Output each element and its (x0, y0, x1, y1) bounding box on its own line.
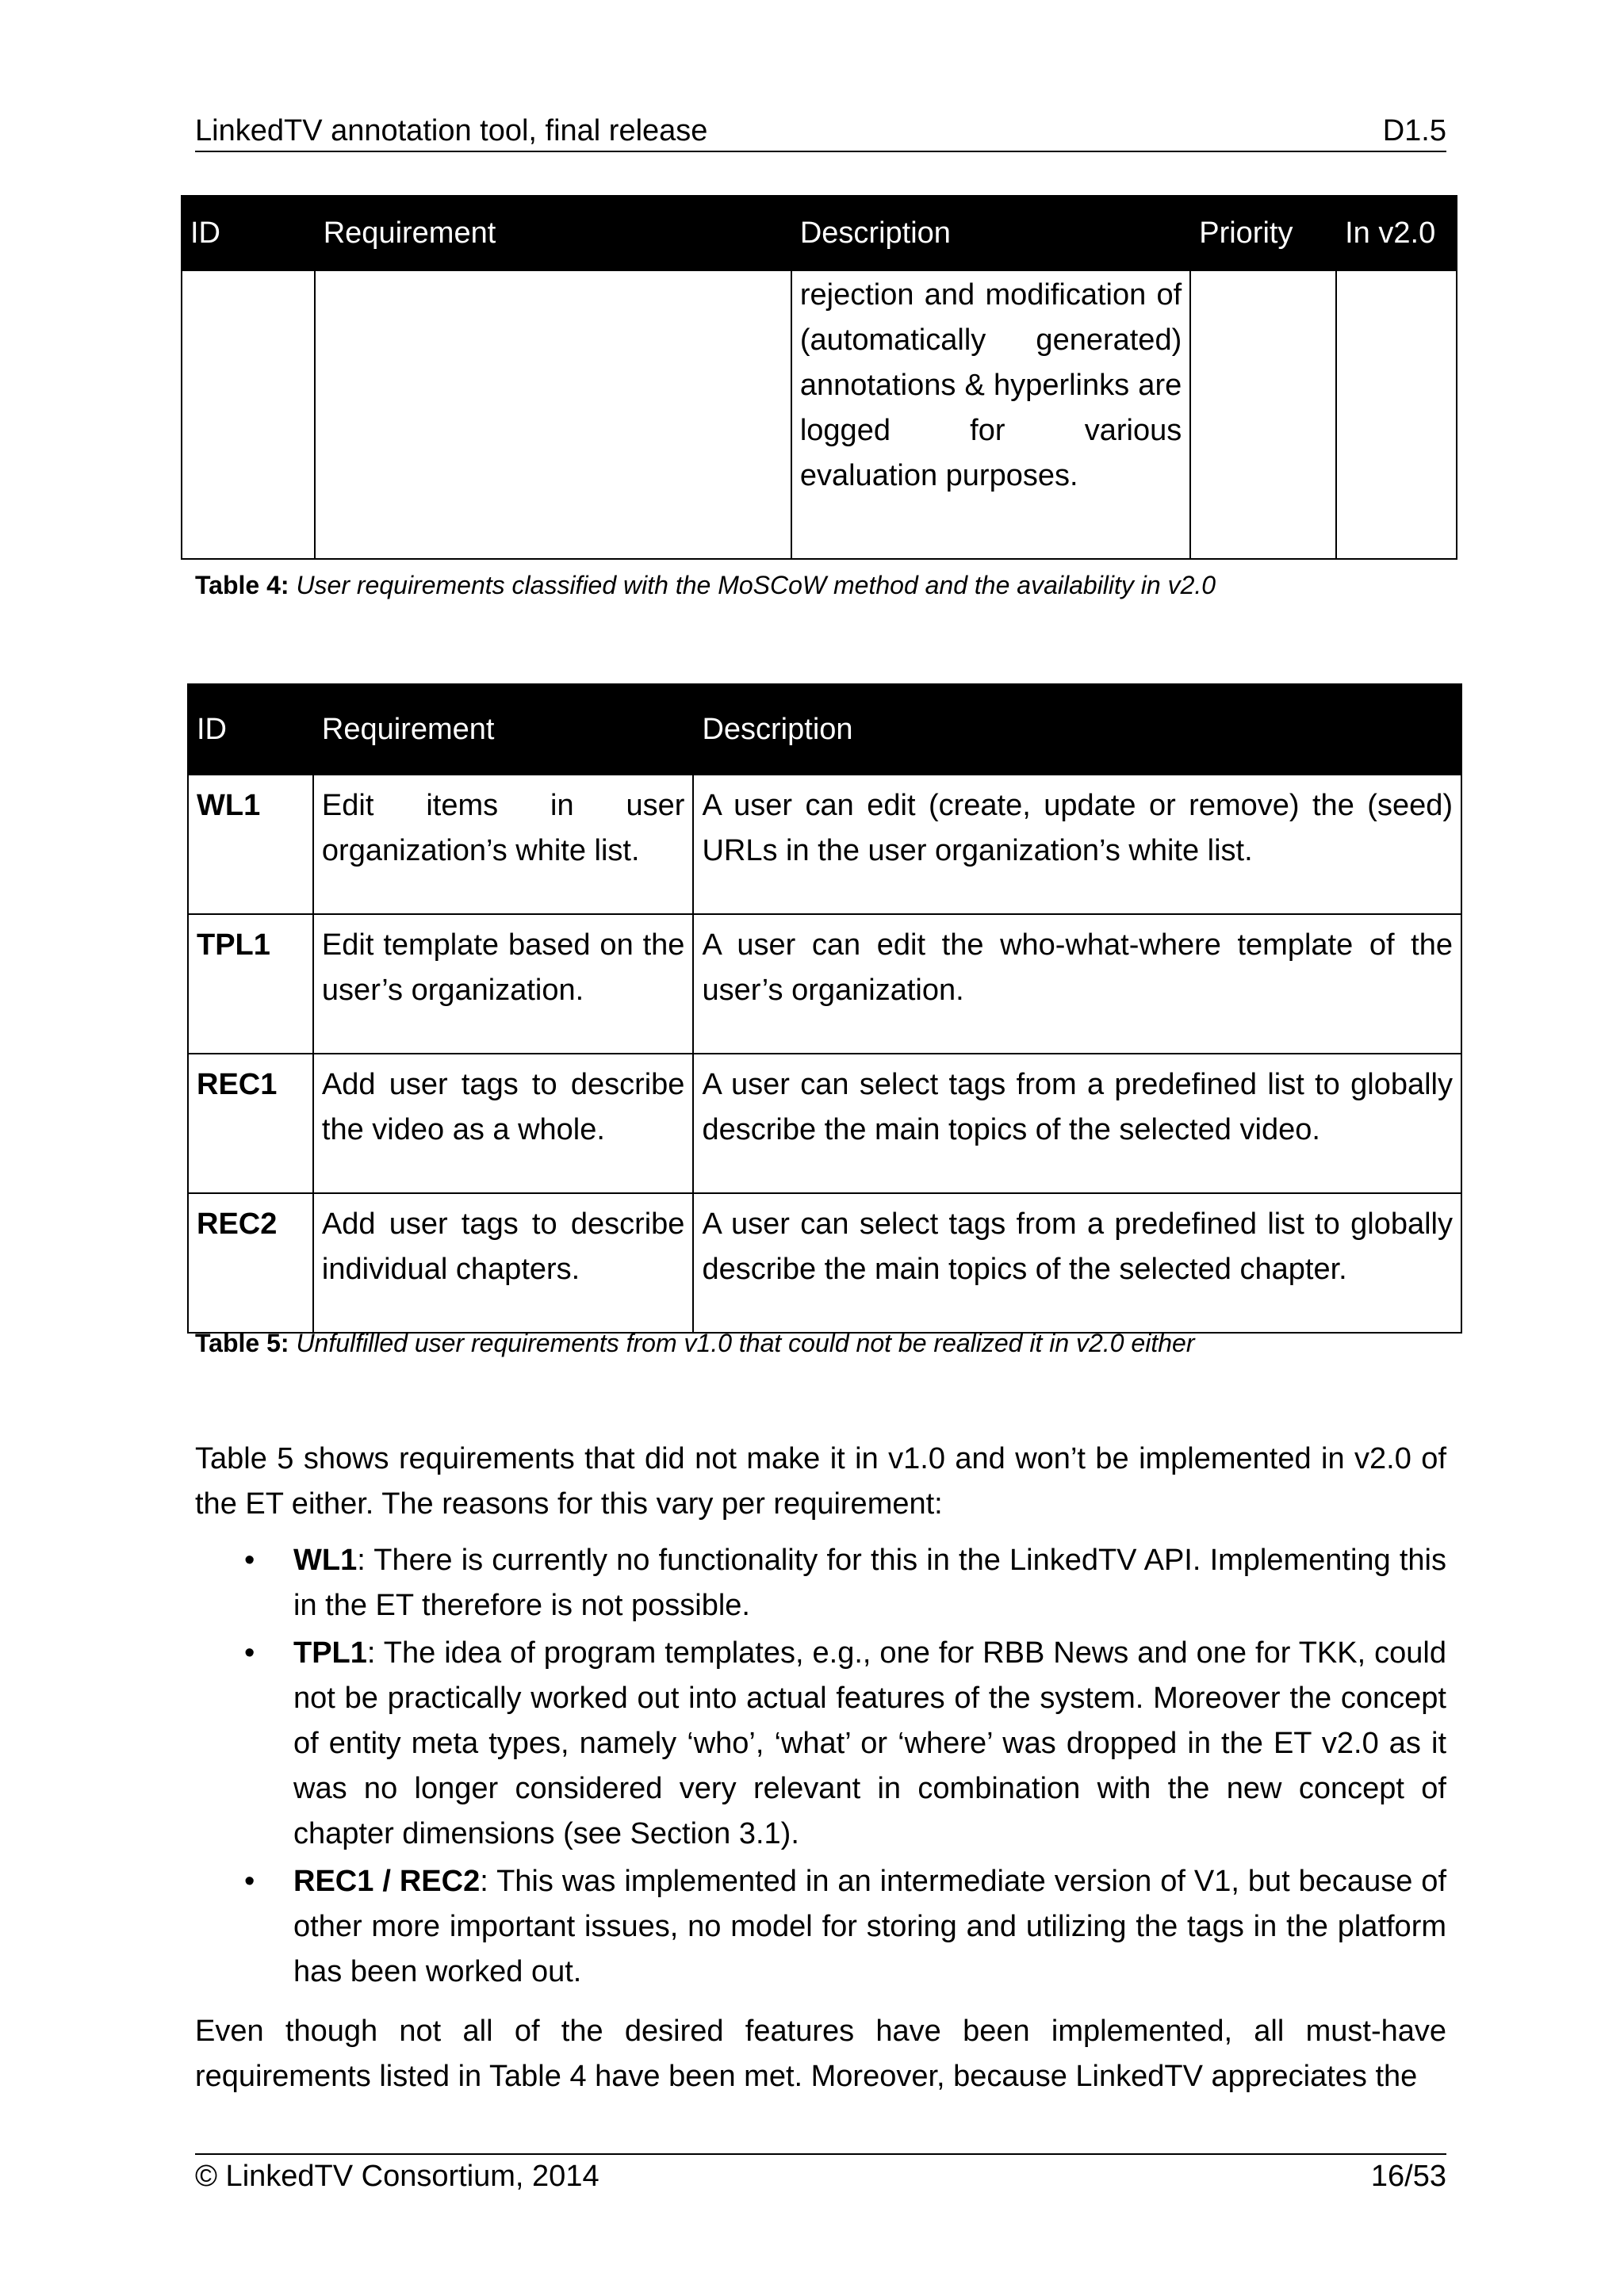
closing-paragraph: Even though not all of the desired features have been implemented, all must-have requirements listed in Table 4 have been met. Moreover, because LinkedTV appreciates the (195, 2015, 1446, 2093)
table-row (188, 914, 1461, 1054)
cell-requirement: Edit template based on the user’s organization. (313, 914, 694, 1054)
caption-text: Unfulfilled user requirements from v1.0 that could not be realized it in v2.0 either (296, 1329, 1195, 1357)
intro-paragraph: Table 5 shows requirements that did not make it in v1.0 and won’t be implemented in v2.0 of the ET either. The reasons for this vary per requirement: (195, 1442, 1446, 1521)
page-number: 16/53 (1370, 2160, 1446, 2193)
cell-id (182, 270, 315, 559)
bullet-term: TPL1 (293, 1636, 367, 1670)
caption-label: Table 5: (195, 1329, 289, 1357)
list-item (195, 1859, 1446, 1995)
cell-description: A user can edit the who-what-where template of the user’s organization. (693, 914, 1461, 1054)
cell-requirement (315, 270, 791, 559)
column-header-description: Description (791, 196, 1190, 270)
table-4 (181, 195, 1457, 560)
list-item (195, 1538, 1446, 1628)
cell-id: WL1 (188, 775, 313, 914)
column-header-requirement: Requirement (315, 196, 791, 270)
bullet-text: : There is currently no functionality for this in the LinkedTV API. Implementing this in the ET therefore is not possible. (293, 1544, 1446, 1622)
cell-in-v2 (1336, 270, 1457, 559)
cell-id: REC2 (188, 1193, 313, 1333)
column-header-id: ID (188, 684, 313, 775)
document-title: LinkedTV annotation tool, final release (195, 114, 708, 147)
list-item (195, 1631, 1446, 1857)
cell-description: A user can select tags from a predefined list to globally describe the main topics of the selected chapter. (693, 1193, 1461, 1333)
cell-description: rejection and modification of (automatically generated) annotations & hyperlinks are logged for various evaluation purposes. (791, 270, 1190, 559)
cell-id: TPL1 (188, 914, 313, 1054)
cell-requirement: Add user tags to describe the video as a whole. (313, 1054, 694, 1193)
column-header-in-v2: In v2.0 (1336, 196, 1457, 270)
cell-description: A user can select tags from a predefined list to globally describe the main topics of the selected video. (693, 1054, 1461, 1193)
bullet-term: REC1 / REC2 (293, 1865, 481, 1898)
column-header-requirement: Requirement (313, 684, 694, 775)
requirements-bullet-list (195, 1538, 1446, 1997)
column-header-description: Description (693, 684, 1461, 775)
bullet-icon: • (244, 1636, 255, 1670)
document-id: D1.5 (1382, 114, 1446, 147)
table-row (182, 270, 1457, 559)
cell-requirement: Add user tags to describe individual chapters. (313, 1193, 694, 1333)
bullet-text: : The idea of program templates, e.g., one for RBB News and one for TKK, could not be practically worked out into actual features of the system. Moreover the concept of entity meta types, namely ‘who’, ‘what’ or ‘where’ was dropped in the ET v2.0 as it was no longer considered very relevant in combination with the new concept of chapter dimensions (see Section 3.1). (293, 1636, 1446, 1850)
cell-id: REC1 (188, 1054, 313, 1193)
caption-label: Table 4: (195, 571, 289, 599)
table-row (188, 775, 1461, 914)
table-5 (187, 683, 1462, 1334)
bullet-term: WL1 (293, 1544, 358, 1577)
table-4-caption (195, 571, 1216, 600)
table-header-row (188, 684, 1461, 775)
caption-text: User requirements classified with the MoSCoW method and the availability in v2.0 (296, 571, 1216, 599)
cell-requirement: Edit items in user organization’s white list. (313, 775, 694, 914)
page-header (195, 111, 1446, 152)
table-row (188, 1054, 1461, 1193)
cell-description: A user can edit (create, update or remove) the (seed) URLs in the user organization’s white list. (693, 775, 1461, 914)
page-footer (195, 2153, 1446, 2202)
bullet-text: : This was implemented in an intermediate version of V1, but because of other more important issues, no model for storing and utilizing the tags in the platform has been worked out. (293, 1865, 1446, 1988)
table-5-caption (195, 1329, 1194, 1358)
cell-priority (1190, 270, 1336, 559)
table-row (188, 1193, 1461, 1333)
bullet-icon: • (244, 1544, 255, 1577)
copyright-text: © LinkedTV Consortium, 2014 (195, 2160, 599, 2193)
bullet-icon: • (244, 1865, 255, 1898)
column-header-id: ID (182, 196, 315, 270)
table-header-row (182, 196, 1457, 270)
column-header-priority: Priority (1190, 196, 1336, 270)
